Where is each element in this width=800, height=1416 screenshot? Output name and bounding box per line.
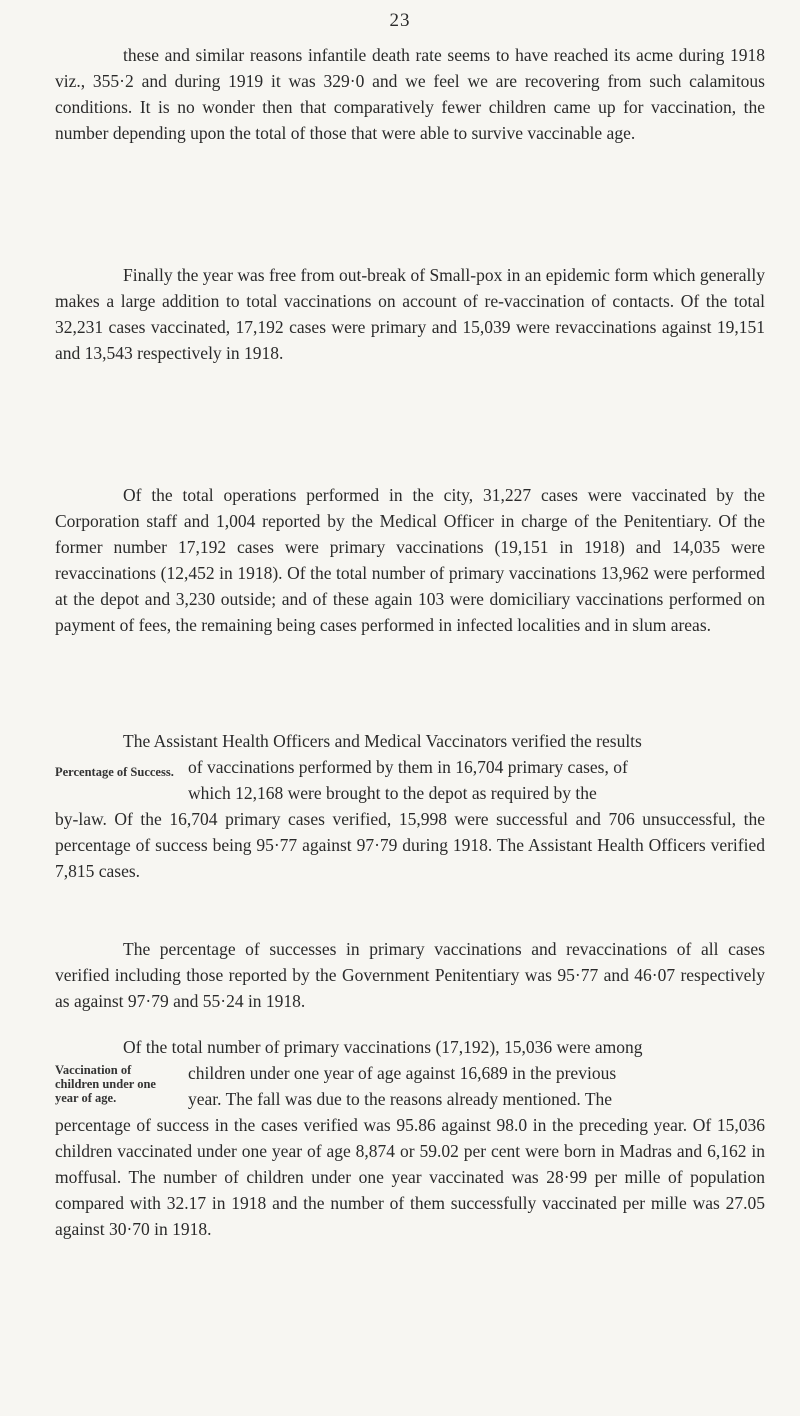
paragraph-verified-line-2: of vaccinations performed by them in 16,704 primary cases, of bbox=[188, 757, 628, 777]
paragraph-percentage-successes: The percentage of successes in primary vaccinations and revaccinations of all cases verified including those reported by the Government Penitentiary was 95·77 and 46·07 respectively as against 97·79 and 55·24 in 1918. bbox=[55, 939, 765, 1011]
paragraph-smallpox: Finally the year was free from out-break of Small-pox in an epidemic form which generally makes a large addition to total vaccinations on account of re-vaccination of contacts. Of the total 32,231 cases vaccinated, 17,192 cases were primary and 15,039 were revaccinations against 19,151 and 13,543 respectively in 1918. bbox=[55, 265, 765, 363]
paragraph-children-rest: percentage of success in the cases verified was 95.86 against 98.0 in the preceding year. Of 15,036 children vaccinated under one year of age 8,874 or 59.02 per cent were born in Madras and 6,162 in moffusal. The number of children under one year vaccinated was 28·99 per mille of population compared with 32.17 in 1918 and the number of them successfully vaccinated per mille was 27.05 against 30·70 in 1918. bbox=[55, 1115, 765, 1239]
margin-note-percentage-of-success: Percentage of Success. bbox=[55, 765, 174, 779]
paragraph-verified-rest: by-law. Of the 16,704 primary cases verified, 15,998 were successful and 706 unsuccessful, the percentage of success being 95·77 against 97·79 during 1918. The Assistant Health Officers verified 7,815 cases. bbox=[55, 809, 765, 881]
paragraph-children-line-2: children under one year of age against 16,689 in the previous bbox=[188, 1063, 617, 1083]
page-number: 23 bbox=[389, 10, 411, 31]
margin-note-children-under-one-year: Vaccination of children under one year of age. bbox=[55, 1063, 156, 1105]
paragraph-children-line-3: year. The fall was due to the reasons already mentioned. The bbox=[188, 1089, 613, 1109]
paragraph-infant-death-rate: these and similar reasons infantile death rate seems to have reached its acme during 1918 viz., 355·2 and during 1919 it was 329·0 and we feel we are recovering from such calamitous conditions. It is no wonder then that comparatively fewer children came up for vaccination, the number depending upon the total of those that were able to survive vaccinable age. bbox=[55, 45, 765, 143]
paragraph-verified-line-1: The Assistant Health Officers and Medical Vaccinators verified the results bbox=[123, 731, 642, 751]
paragraph-operations: Of the total operations performed in the city, 31,227 cases were vaccinated by the Corporation staff and 1,004 reported by the Medical Officer in charge of the Penitentiary. Of the former number 17,192 cases were primary vaccinations (19,151 in 1918) and 14,035 were revaccinations (12,452 in 1918). Of the total number of primary vaccinations 13,962 were performed at the depot and 3,230 outside; and of these again 103 were domiciliary vaccinations performed on payment of fees, the remaining being cases performed in infected localities and in slum areas. bbox=[55, 485, 765, 635]
paragraph-children-line-1: Of the total number of primary vaccinations (17,192), 15,036 were among bbox=[123, 1037, 643, 1057]
paragraph-verified-line-3: which 12,168 were brought to the depot as required by the bbox=[188, 783, 597, 803]
